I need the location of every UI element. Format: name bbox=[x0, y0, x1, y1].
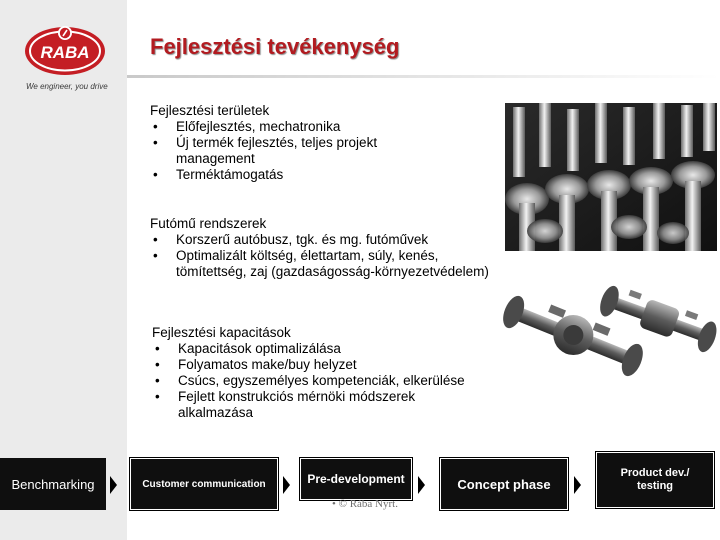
tagline: We engineer, you drive bbox=[26, 82, 108, 91]
list-item: • Kapacitások optimalizálása bbox=[152, 341, 492, 357]
step-label: Benchmarking bbox=[11, 476, 95, 492]
list-item: • Előfejlesztés, mechatronika bbox=[150, 119, 450, 135]
axle-assemblies-photo bbox=[500, 276, 718, 401]
section-heading: Futómű rendszerek bbox=[150, 216, 267, 231]
list-item: • Csúcs, egyszemélyes kompetenciák, elkerülése bbox=[152, 373, 492, 389]
step-label: Pre-development bbox=[307, 472, 405, 486]
list-item: • Terméktámogatás bbox=[150, 167, 450, 183]
list-item: • Korszerű autóbusz, tgk. és mg. futóművek bbox=[150, 232, 495, 248]
raba-logo bbox=[22, 20, 108, 80]
footer-copyright: • © Rába Nyrt. bbox=[332, 498, 398, 510]
list-item: • Folyamatos make/buy helyzet bbox=[152, 357, 492, 373]
section-heading: Fejlesztési kapacitások bbox=[152, 325, 291, 340]
section-development-areas bbox=[150, 103, 450, 183]
arrow-right-icon bbox=[283, 476, 290, 494]
section-heading: Fejlesztési területek bbox=[150, 103, 270, 118]
step-pre-development bbox=[300, 458, 412, 500]
machined-shafts-photo bbox=[505, 103, 717, 251]
step-product-dev-testing bbox=[596, 452, 714, 508]
list-item: • Optimalizált költség, élettartam, súly, kenés, tömítettség, zaj (gazdaságosság-környezetvédelem) bbox=[150, 248, 495, 280]
step-benchmarking bbox=[0, 458, 106, 510]
step-label: Customer communication bbox=[142, 478, 266, 490]
step-label: Product dev./ testing bbox=[620, 467, 690, 492]
arrow-right-icon bbox=[418, 476, 425, 494]
logo-text: RABA bbox=[40, 43, 90, 62]
step-label: Concept phase bbox=[457, 476, 551, 492]
arrow-right-icon bbox=[110, 476, 117, 494]
page-title: Fejlesztési tevékenység bbox=[150, 34, 400, 59]
list-item: • Fejlett konstrukciós mérnöki módszerek alkalmazása bbox=[152, 389, 492, 421]
step-concept-phase bbox=[440, 458, 568, 510]
title-divider bbox=[127, 75, 720, 78]
step-customer-communication bbox=[130, 458, 278, 510]
section-development-capacities bbox=[152, 325, 492, 421]
arrow-right-icon bbox=[574, 476, 581, 494]
list-item: • Új termék fejlesztés, teljes projekt management bbox=[150, 135, 450, 167]
section-chassis-systems bbox=[150, 216, 495, 280]
